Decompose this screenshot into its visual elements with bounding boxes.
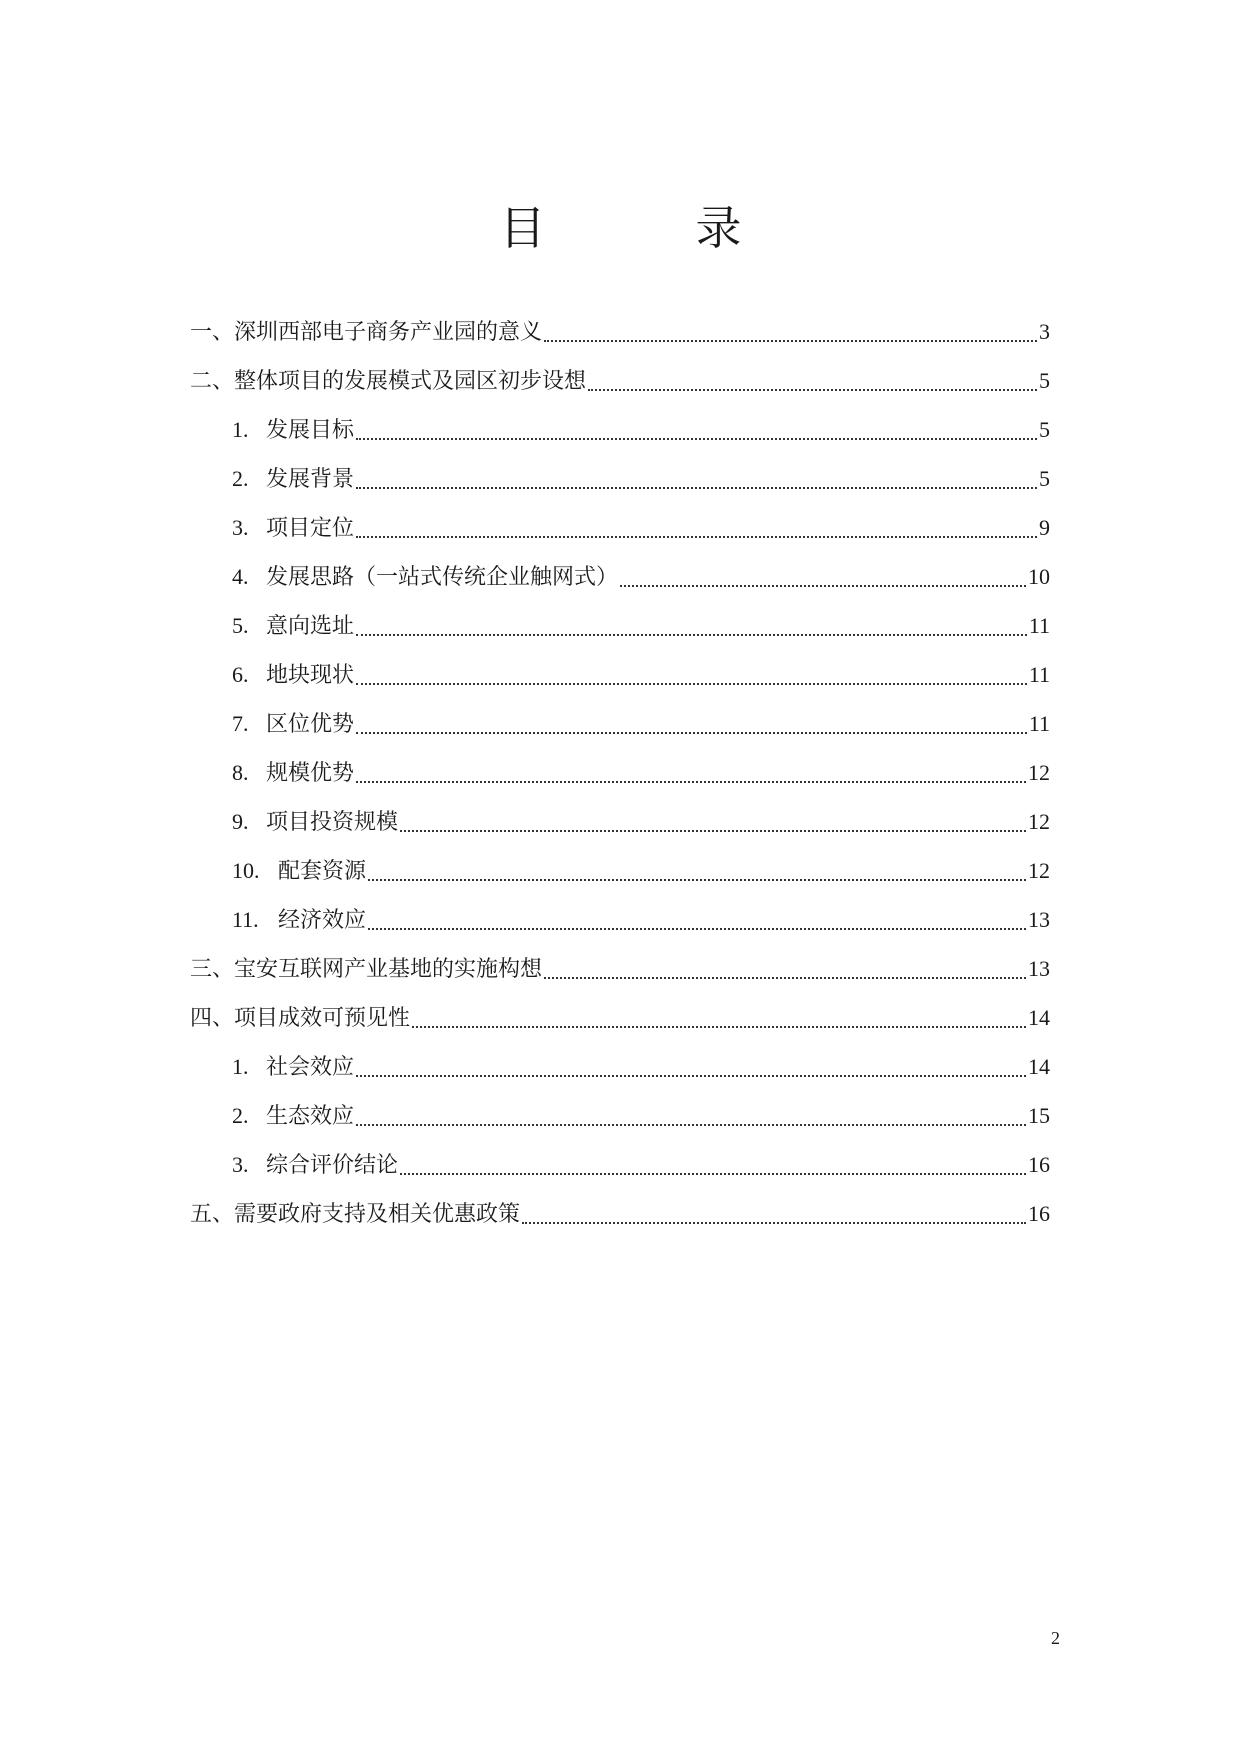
toc-entry-number: 10. [232,858,271,883]
table-of-contents [190,312,1050,1243]
toc-entry[interactable] [190,900,1050,949]
toc-entry-number: 7. [232,711,260,736]
toc-entry[interactable] [190,802,1050,851]
toc-entry-page: 5 [1039,368,1050,393]
dot-leader [412,1026,1026,1028]
toc-entry-page: 5 [1039,466,1050,491]
toc-entry-label: 发展思路（一站式传统企业触网式） [266,565,619,590]
toc-entry-page: 14 [1028,1054,1050,1079]
dot-leader [544,977,1026,979]
dot-leader [620,585,1026,587]
toc-entry[interactable] [190,508,1050,557]
toc-entry-number: 二、 [190,368,235,393]
toc-entry-number: 五、 [190,1201,235,1226]
toc-entry[interactable] [190,851,1050,900]
toc-entry[interactable] [190,459,1050,508]
toc-entry-label: 综合评价结论 [266,1153,399,1178]
toc-entry-label: 项目定位 [266,516,355,541]
dot-leader [356,487,1037,489]
toc-entry-page: 13 [1028,907,1050,932]
toc-entry-number: 6. [232,662,260,687]
dot-leader [356,781,1026,783]
toc-entry[interactable] [190,1194,1050,1243]
dot-leader [368,928,1026,930]
toc-entry-page: 16 [1028,1152,1050,1177]
toc-entry-number: 1. [232,417,260,442]
toc-entry-page: 11 [1028,662,1050,687]
page-number: 2 [1051,1628,1060,1648]
toc-entry[interactable] [190,704,1050,753]
dot-leader [368,879,1026,881]
toc-entry[interactable] [190,949,1050,998]
dot-leader [356,732,1027,734]
toc-entry-page: 14 [1028,1005,1050,1030]
dot-leader [356,634,1027,636]
toc-entry[interactable] [190,557,1050,606]
toc-entry-label: 深圳西部电子商务产业园的意义 [234,320,543,345]
dot-leader [356,536,1037,538]
toc-entry[interactable] [190,998,1050,1047]
toc-entry[interactable] [190,1096,1050,1145]
toc-entry-number: 一、 [190,319,235,344]
dot-leader [400,1173,1026,1175]
toc-entry-page: 13 [1028,956,1050,981]
toc-entry-label: 社会效应 [266,1055,355,1080]
toc-entry-label: 宝安互联网产业基地的实施构想 [234,957,543,982]
toc-entry-label: 项目投资规模 [266,810,399,835]
dot-leader [400,830,1026,832]
toc-entry-label: 经济效应 [278,908,367,933]
toc-entry-number: 四、 [190,1005,235,1030]
toc-entry-page: 12 [1028,809,1050,834]
toc-entry-number: 2. [232,1103,260,1128]
toc-entry-number: 3. [232,515,260,540]
toc-entry[interactable] [190,606,1050,655]
toc-entry[interactable] [190,1145,1050,1194]
toc-entry-page: 9 [1039,515,1050,540]
toc-entry[interactable] [190,361,1050,410]
toc-entry-number: 4. [232,564,260,589]
toc-entry-label: 发展目标 [266,418,355,443]
toc-entry[interactable] [190,1047,1050,1096]
toc-entry-label: 配套资源 [278,859,367,884]
dot-leader [588,389,1037,391]
page-title: 目 录 [499,201,794,255]
dot-leader [356,1075,1026,1077]
toc-entry-page: 5 [1039,417,1050,442]
toc-entry-label: 需要政府支持及相关优惠政策 [234,1202,521,1227]
toc-entry-page: 15 [1028,1103,1050,1128]
toc-entry-number: 3. [232,1152,260,1177]
toc-entry[interactable] [190,655,1050,704]
toc-entry-label: 意向选址 [266,614,355,639]
toc-entry-page: 11 [1028,711,1050,736]
dot-leader [356,438,1037,440]
toc-entry-number: 1. [232,1054,260,1079]
dot-leader [544,340,1037,342]
toc-entry-number: 8. [232,760,260,785]
toc-entry-number: 5. [232,613,260,638]
toc-entry-label: 区位优势 [266,712,355,737]
dot-leader [356,683,1027,685]
toc-entry-label: 整体项目的发展模式及园区初步设想 [234,369,587,394]
toc-entry[interactable] [190,312,1050,361]
toc-entry[interactable] [190,410,1050,459]
toc-entry[interactable] [190,753,1050,802]
toc-entry-label: 生态效应 [266,1104,355,1129]
toc-entry-page: 10 [1028,564,1050,589]
toc-entry-number: 2. [232,466,260,491]
toc-entry-page: 11 [1028,613,1050,638]
toc-entry-label: 项目成效可预见性 [234,1006,411,1031]
toc-entry-label: 规模优势 [266,761,355,786]
toc-entry-page: 16 [1028,1201,1050,1226]
toc-entry-number: 三、 [190,956,235,981]
toc-entry-label: 发展背景 [266,467,355,492]
toc-entry-page: 3 [1039,319,1050,344]
dot-leader [522,1222,1026,1224]
dot-leader [356,1124,1026,1126]
toc-entry-page: 12 [1028,760,1050,785]
toc-entry-number: 9. [232,809,260,834]
toc-entry-page: 12 [1028,858,1050,883]
toc-entry-label: 地块现状 [266,663,355,688]
toc-entry-number: 11. [232,907,270,932]
